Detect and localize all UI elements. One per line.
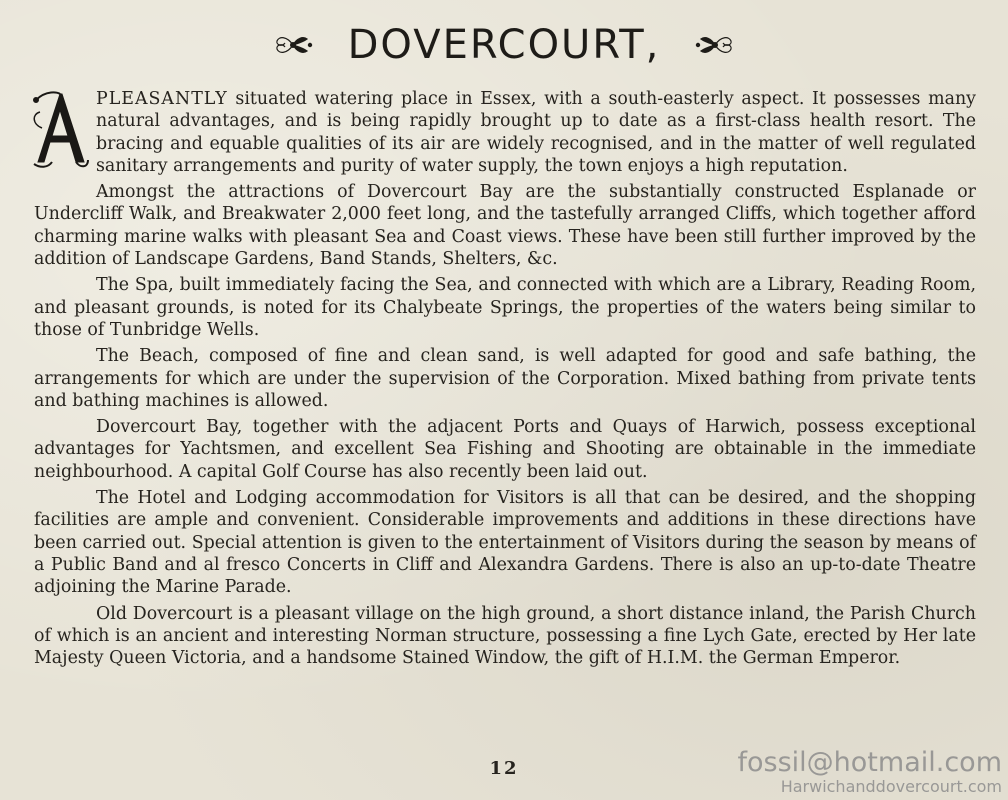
article-body xyxy=(34,88,976,673)
page-title: DOVERCOURT, xyxy=(347,22,661,68)
fleuron-left-icon xyxy=(273,30,313,60)
watermark-email: fossil@hotmail.com xyxy=(737,747,1002,778)
page-number: 12 xyxy=(489,758,519,779)
paragraph-spa: The Spa, built immediately facing the Sea, and connected with which are a Library, Reading Room, and pleasant grounds, is noted for its Chalybeate Springs, the properties of the waters being similar to those of Tunbridge Wells. xyxy=(34,275,976,340)
paragraph-beach: The Beach, composed of fine and clean sand, is well adapted for good and safe bathing, the arrangements for which are under the supervision of the Corporation. Mixed bathing from private tents and bathing machines is allowed. xyxy=(34,346,976,411)
paragraph-intro xyxy=(34,88,976,177)
paragraph-yachting: Dovercourt Bay, together with the adjacent Ports and Quays of Harwich, possess exceptional advantages for Yachtsmen, and excellent Sea Fishing and Shooting are obtainable in the immediate neighbourhood. A capital Golf Course has also recently been laid out. xyxy=(34,417,976,482)
decorative-initial-icon xyxy=(30,88,90,170)
watermark xyxy=(738,748,1002,796)
watermark-site: Harwichanddovercourt.com xyxy=(780,777,1002,796)
paragraph-hotels: The Hotel and Lodging accommodation for Visitors is all that can be desired, and the shopping facilities are ample and convenient. Considerable improvements and additions in these directions have been carried out. Special attention is given to the entertainment of Visitors during the season by means of a Public Band and al fresco Concerts in Cliff and Alexandra Gardens. There is also an up-to-date Theatre adjoining the Marine Parade. xyxy=(34,488,976,598)
page-header xyxy=(0,22,1008,68)
paragraph-text: situated watering place in Essex, with a south-easterly aspect. It possesses many natural advantages, and is being rapidly brought up to date as a first-class health resort. The bracing and equable qualities of its air are widely recognised, and in the matter of well regulated sanitary arrangements and purity of water supply, the town enjoys a high reputation. xyxy=(96,89,976,176)
paragraph-old-dovercourt: Old Dovercourt is a pleasant village on the high ground, a short distance inland, the Parish Church of which is an ancient and interesting Norman structure, possessing a fine Lych Gate, erected by Her late Majesty Queen Victoria, and a handsome Stained Window, the gift of H.I.M. the German Emperor. xyxy=(34,603,976,669)
lead-word: PLEASANTLY xyxy=(96,89,228,109)
fleuron-right-icon xyxy=(695,30,735,60)
paragraph-attractions: Amongst the attractions of Dovercourt Bay are the substantially constructed Esplanade or Undercliff Walk, and Breakwater 2,000 feet long, and the tastefully arranged Cliffs, which together afford charming marine walks with pleasant Sea and Coast views. These have been still further improved by the addition of Landscape Gardens, Band Stands, Shelters, &c. xyxy=(34,182,976,270)
